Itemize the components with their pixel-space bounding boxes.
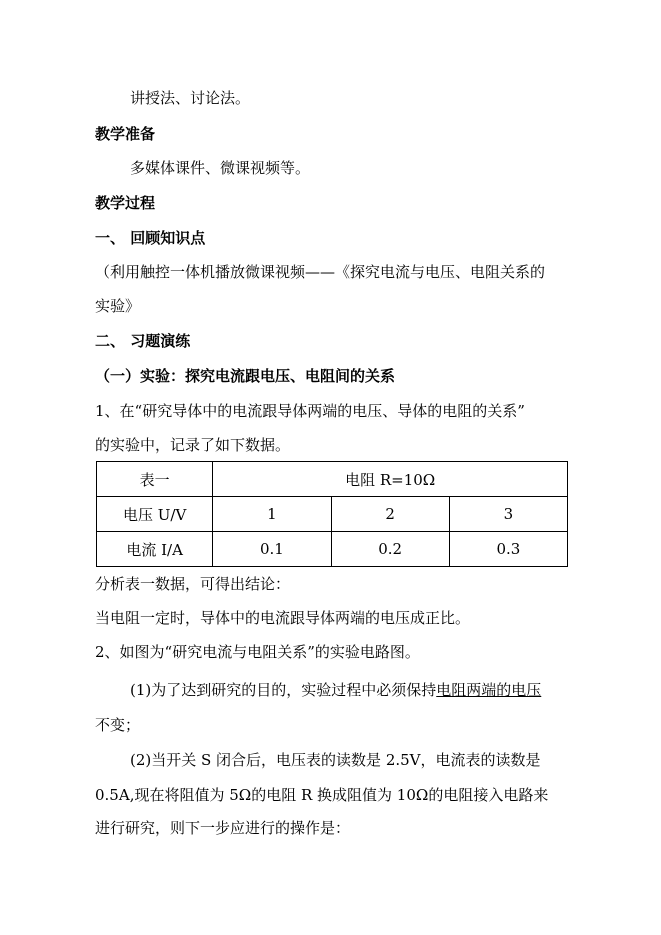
question2-part2-line1: (2)当开关 S 闭合后，电压表的读数是 2.5V，电流表的读数是 xyxy=(130,751,541,769)
section1-text-line2: 实验》 xyxy=(95,297,141,315)
voltage-value-cell: 1 xyxy=(213,497,331,532)
current-value-cell: 0.1 xyxy=(213,532,331,567)
question2-part1-line1 xyxy=(130,680,541,700)
current-value-cell: 0.3 xyxy=(449,532,567,567)
question2-part2-line3: 进行研究，则下一步应进行的操作是： xyxy=(95,819,351,837)
question1-line1: 1、在“研究导体中的电流跟导体两端的电压、导体的电阻的关系” xyxy=(95,402,525,420)
voltage-label-cell: 电压 U/V xyxy=(97,497,213,532)
question2-line1: 2、如图为“研究电流与电阻关系”的实验电路图。 xyxy=(95,643,420,661)
section1-text-line1: （利用触控一体机播放微课视频——《探究电流与电压、电阻关系的 xyxy=(95,263,546,281)
data-table xyxy=(96,461,568,567)
table-row xyxy=(97,497,568,532)
conclusion-text: 当电阻一定时，导体中的电流跟导体两端的电压成正比。 xyxy=(95,609,471,627)
question2-part2-line2: 0.5A,现在将阻值为 5Ω的电阻 R 换成阻值为 10Ω的电阻接入电路来 xyxy=(95,786,549,804)
voltage-value-cell: 2 xyxy=(331,497,449,532)
prep-heading: 教学准备 xyxy=(95,125,156,143)
question1-line2: 的实验中，记录了如下数据。 xyxy=(95,436,291,454)
prep-text: 多媒体课件、微课视频等。 xyxy=(130,159,311,177)
voltage-value-cell: 3 xyxy=(449,497,567,532)
current-label-cell: 电流 I/A xyxy=(97,532,213,567)
resistance-header-cell: 电阻 R=10Ω xyxy=(213,462,568,497)
question2-part1-answer: 电阻两端的电压 xyxy=(436,681,542,699)
teaching-methods: 讲授法、讨论法。 xyxy=(130,89,251,107)
question2-part1-text: (1)为了达到研究的目的，实验过程中必须保持 xyxy=(130,681,437,699)
table-label-cell: 表一 xyxy=(97,462,213,497)
table-row xyxy=(97,462,568,497)
section2-heading: 二、 习题演练 xyxy=(95,332,191,350)
process-heading: 教学过程 xyxy=(95,194,156,212)
analysis-text: 分析表一数据，可得出结论： xyxy=(95,575,291,593)
question2-part1-line2: 不变； xyxy=(95,716,141,734)
section1-heading: 一、 回顾知识点 xyxy=(95,229,206,247)
subsection1-heading: （一）实验：探究电流跟电压、电阻间的关系 xyxy=(95,367,396,385)
table-row xyxy=(97,532,568,567)
current-value-cell: 0.2 xyxy=(331,532,449,567)
